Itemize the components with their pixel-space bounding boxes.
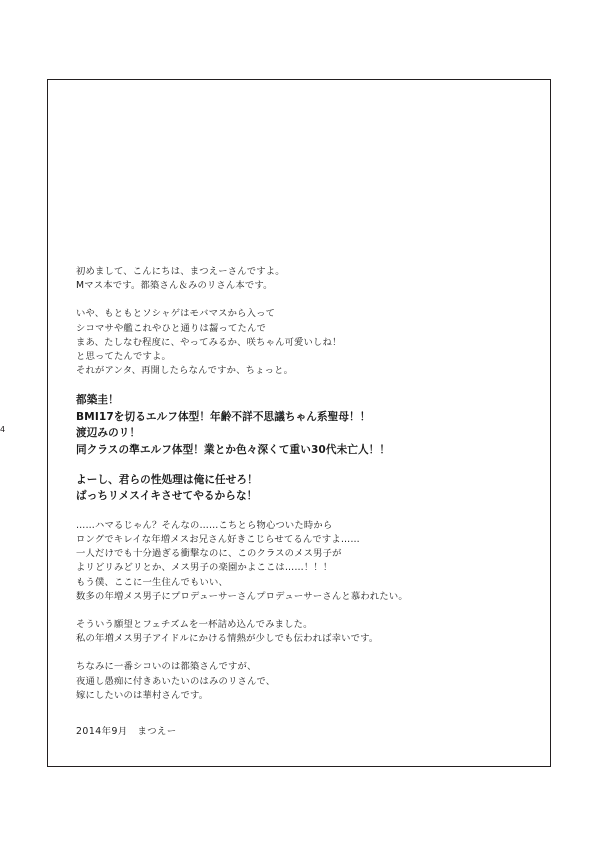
page-margin-mark: 4 xyxy=(0,425,6,434)
page-frame xyxy=(47,79,551,767)
text-block xyxy=(76,660,526,703)
text-block xyxy=(76,472,526,505)
text-line: いや、もともとソシャゲはモバマスから入って xyxy=(76,308,276,320)
text-line: 2014年9月 まつえー xyxy=(76,726,177,738)
text-line: 渡辺みのリ！ xyxy=(76,427,141,440)
text-line: ロングでキレイな年増メスお兄さん好きこじらせてるんですよ…… xyxy=(76,534,360,546)
text-line: 夜通し愚痴に付きあいたいのはみのリさんで、 xyxy=(76,675,276,687)
text-line: 初めまして、こんにちは、まつえーさんですよ。 xyxy=(76,266,285,277)
text-line: と思ってたんですよ。 xyxy=(76,351,171,363)
text-line: ……ハマるじゃん？そんなの……こちとら物心ついた時から xyxy=(76,519,333,531)
text-line: 数多の年増メス男子にプロデューサーさんプロデューサーさんと慕われたい。 xyxy=(76,590,408,602)
text-line: 一人だけでも十分過ぎる衝撃なのに、このクラスのメス男子が xyxy=(76,548,342,560)
text-line: 都築圭！ xyxy=(76,394,119,407)
text-line: そういう願望とフェチズムを一杯詰め込んでみました。 xyxy=(76,619,313,631)
text-line: ちなみに一番シコいのは都築さんですが、 xyxy=(76,661,257,673)
text-block xyxy=(76,307,526,378)
text-line: もう僕、ここに一生住んでもいい、 xyxy=(76,576,228,588)
text-line: 嫁にしたいのは華村さんです。 xyxy=(76,689,209,701)
text-line: シコマサや艦これやひと通りは齧ってたんで xyxy=(76,322,266,334)
text-block xyxy=(76,265,526,293)
text-line: それがアンタ、再開したらなんですか、ちょっと。 xyxy=(76,365,294,377)
text-block xyxy=(76,519,526,604)
text-line: よーし、君らの性処理は俺に任せろ！ xyxy=(76,474,258,487)
afterword-text-body xyxy=(76,265,526,739)
text-line: 私の年増メス男子アイドルにかける情熱が少しでも伝われば幸いです。 xyxy=(76,633,379,645)
text-line: ばっちリメスイキさせてやるからな！ xyxy=(76,490,258,503)
text-line: まあ、たしなむ程度に、やってみるか、咲ちゃん可愛いしね！ xyxy=(76,336,342,348)
text-line: Mマス本です。都築さん＆みのリさん本です。 xyxy=(76,280,273,292)
text-line: 同クラスの準エルフ体型！業とか色々深くて重い30代未亡人！！ xyxy=(76,443,391,456)
text-line: よリどリみどリとか、メス男子の楽園かよここは……！！！ xyxy=(76,562,333,574)
text-block xyxy=(76,392,526,458)
text-line: BMI17を切るエルフ体型！年齢不詳不思議ちゃん系聖母！！ xyxy=(76,410,371,423)
text-block xyxy=(76,618,526,646)
text-block xyxy=(76,725,526,739)
